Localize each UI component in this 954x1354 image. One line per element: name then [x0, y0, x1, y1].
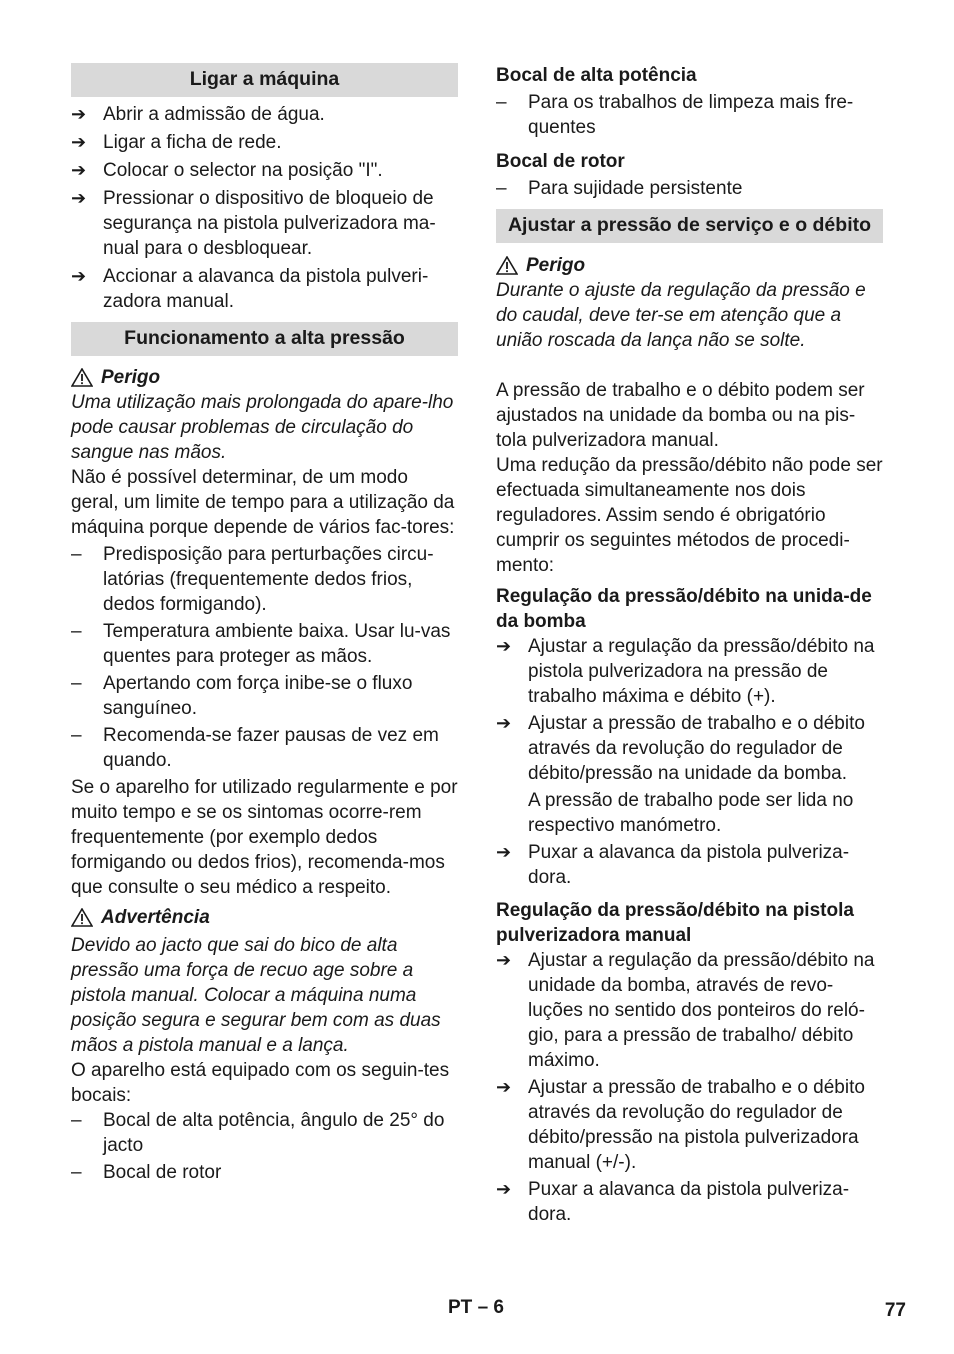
warning-heading: Advertência	[71, 905, 458, 930]
footer-language-page	[448, 1297, 504, 1319]
left-column	[71, 63, 458, 1185]
page-number: 77	[884, 1300, 906, 1321]
list-item: – Bocal de alta potência, ângulo de 25° do jacto	[71, 1110, 445, 1156]
paragraph: Se o aparelho for utilizado regularmente e por muito tempo e se os sintomas ocorre-rem frequentemente (por exemplo dedos formigando ou dedos frios), recomenda-mos que consulte o seu médico a respeito.	[71, 777, 458, 898]
warning-triangle-icon	[496, 256, 518, 275]
paragraph: O aparelho está equipado com os seguin-tes bocais:	[71, 1060, 450, 1106]
paragraph: A pressão de trabalho e o débito podem ser ajustados na unidade da bomba ou na pis-tola pulverizadora manual.	[496, 380, 865, 451]
subheading-pistola: Regulação da pressão/débito na pistola pulverizadora manual	[496, 900, 854, 946]
arrow-icon: ➔	[496, 1077, 512, 1097]
step: ➔ Accionar a alavanca da pistola pulveri-zadora manual.	[71, 266, 429, 312]
arrow-icon: ➔	[71, 188, 87, 208]
arrow-icon: ➔	[71, 266, 87, 286]
arrow-icon: ➔	[71, 160, 87, 180]
arrow-icon: ➔	[496, 1179, 512, 1199]
step: ➔ Ajustar a regulação da pressão/débito na unidade da bomba, através de revo-luções no sentido dos ponteiros do reló-gio, para a pressão de trabalho/ débito máximo.	[496, 950, 875, 1071]
step: ➔ Puxar a alavanca da pistola pulveriza-dora.	[496, 1179, 850, 1225]
paragraph: Não é possível determinar, de um modo geral, um limite de tempo para a utilização da máquina porque depende de vários fac-tores:	[71, 467, 455, 538]
arrow-icon: ➔	[496, 842, 512, 862]
footer-page-in-lang: 6	[493, 1297, 504, 1318]
arrow-icon: ➔	[71, 132, 87, 152]
arrow-icon: ➔	[496, 636, 512, 656]
right-column	[496, 63, 883, 1227]
paragraph: Uma redução da pressão/débito não pode ser efectuada simultaneamente nos dois reguladores. Assim sendo é obrigatório cumprir os seguintes métodos de procedi-mento:	[496, 455, 883, 576]
danger-text: Durante o ajuste da regulação da pressão e do caudal, deve ter-se em atenção que a união roscada da lança não se solte.	[496, 280, 866, 351]
step: ➔ Pressionar o dispositivo de bloqueio de segurança na pistola pulverizadora ma-nual para o desbloquear.	[71, 188, 436, 259]
step-note: A pressão de trabalho pode ser lida no respectivo manómetro.	[528, 790, 854, 836]
step: ➔ Abrir a admissão de água.	[71, 104, 325, 125]
list-item: – Para os trabalhos de limpeza mais fre-quentes	[496, 92, 854, 138]
step: ➔ Ajustar a regulação da pressão/débito na pistola pulverizadora na pressão de trabalho máxima e débito (+).	[496, 636, 875, 707]
section-heading-ligar: Ligar a máquina	[71, 63, 458, 97]
warning-triangle-icon	[71, 368, 93, 387]
step: ➔ Puxar a alavanca da pistola pulveriza-dora.	[496, 842, 850, 888]
arrow-icon: ➔	[496, 950, 512, 970]
danger-heading: Perigo	[71, 365, 458, 390]
danger-text: Uma utilização mais prolongada do apare-lho pode causar problemas de circulação do sangue nas mãos.	[71, 392, 454, 463]
arrow-icon: ➔	[71, 104, 87, 124]
subheading-bocal-alta: Bocal de alta potência	[496, 65, 697, 86]
step: ➔ Ligar a ficha de rede.	[71, 132, 282, 153]
section-heading-ajustar: Ajustar a pressão de serviço e o débito	[496, 209, 883, 243]
list-item: – Bocal de rotor	[71, 1162, 222, 1183]
list-item: – Recomenda-se fazer pausas de vez em quando.	[71, 725, 439, 771]
section-heading-alta-pressao: Funcionamento a alta pressão	[71, 322, 458, 356]
step: ➔ Ajustar a pressão de trabalho e o débito através da revolução do regulador de débito/pressão na pistola pulverizadora manual (+/-).	[496, 1077, 865, 1173]
subheading-bocal-rotor: Bocal de rotor	[496, 151, 625, 172]
step: ➔ Colocar o selector na posição "I".	[71, 160, 383, 181]
footer-lang: PT	[448, 1297, 473, 1318]
warning-triangle-icon	[71, 908, 93, 927]
list-item: – Predisposição para perturbações circu-latórias (frequentemente dedos frios, dedos formigando).	[71, 544, 434, 615]
list-item: – Temperatura ambiente baixa. Usar lu-vas quentes para proteger as mãos.	[71, 621, 451, 667]
step: ➔ Ajustar a pressão de trabalho e o débito através da revolução do regulador de débito/pressão na unidade da bomba.	[496, 713, 865, 784]
arrow-icon: ➔	[496, 713, 512, 733]
subheading-unidade-bomba: Regulação da pressão/débito na unida-de da bomba	[496, 586, 872, 632]
list-item: – Para sujidade persistente	[496, 178, 743, 199]
footer-dash: –	[477, 1297, 489, 1318]
list-item: – Apertando com força inibe-se o fluxo sanguíneo.	[71, 673, 413, 719]
warning-text: Devido ao jacto que sai do bico de alta pressão uma força de recuo age sobre a pistola manual. Colocar a máquina numa posição segura e segurar bem com as duas mãos a pistola manual e a lança.	[71, 935, 441, 1056]
danger-heading: Perigo	[496, 253, 883, 278]
